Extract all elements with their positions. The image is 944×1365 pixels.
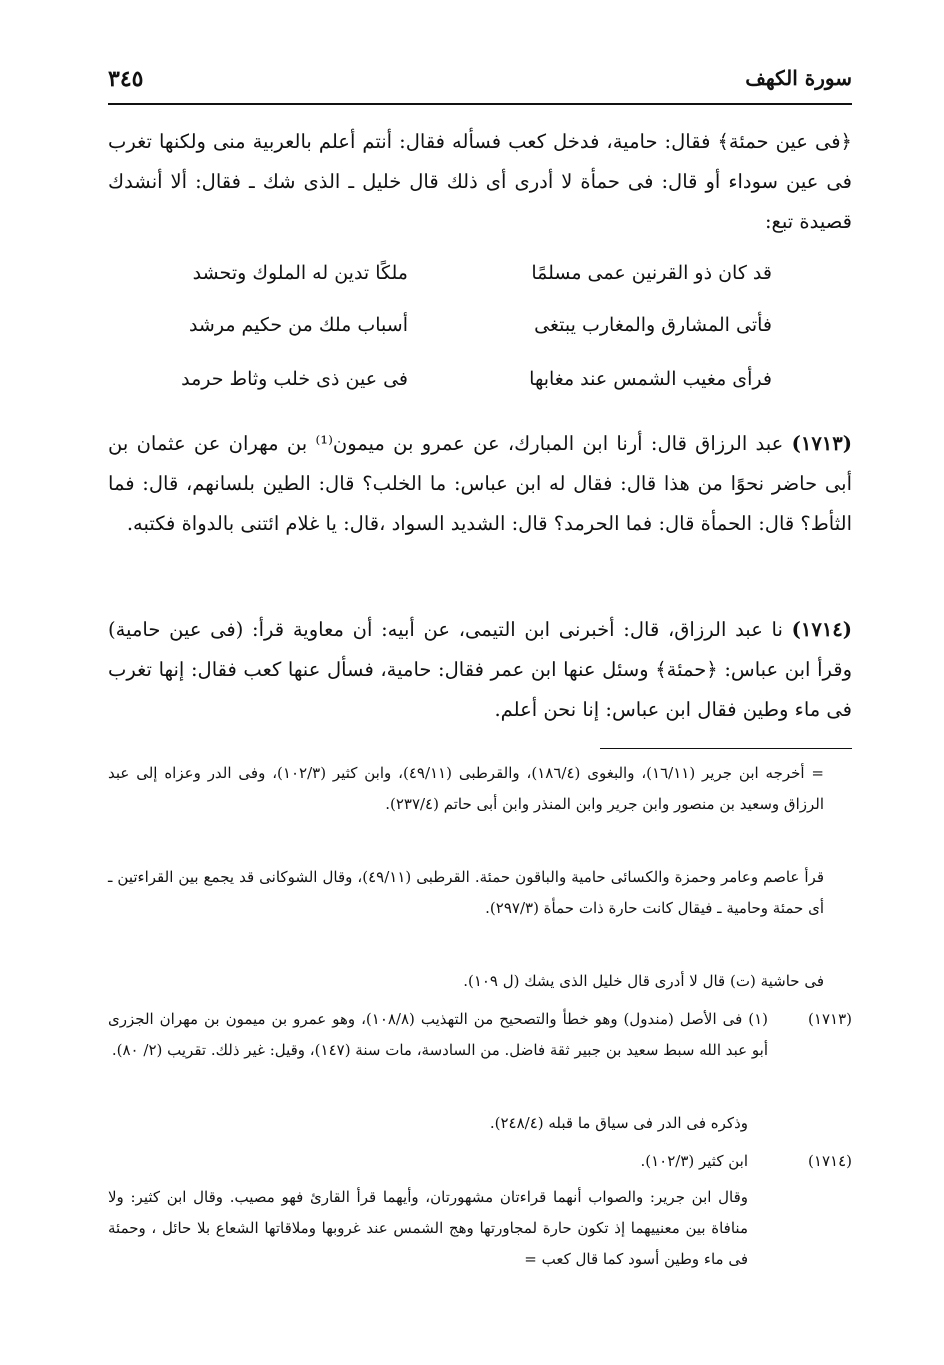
verse-second-hemistich: ملكًا تدين له الملوك وتحشد [192, 262, 408, 284]
footnote-1714: ابن كثير (١٠٢/٣). [640, 1152, 748, 1170]
page-header [108, 66, 852, 102]
hadith-number: (١٧١٤) [791, 618, 853, 641]
footnote-readings: قرأ عاصم وعامر وحمزة والكسائى حامية والباقون حمئة. القرطبى (٤٩/١١)، وقال الشوكانى قد يجمع بين القراءتين ـ أى حمئة وحامية ـ فيقال كانت حارة ذات حمأة (٢٩٧/٣). [108, 868, 824, 917]
page-number: ٣٤٥ [108, 66, 144, 92]
footnote-commentary: وقال ابن جرير: والصواب أنهما قراءتان مشهورتان، وأيهما قرأ القارئ فهو مصيب. وقال ابن كثير: ولا منافاة بين معنييهما إذ تكون حارة لمجاورتها وهج الشمس عند غروبها وملاقاتها الشعاع بلا حائل ، وحمئة فى ماء وطين أسود كما قال كعب = [108, 1188, 748, 1268]
footnote-1713-extra: وذكره فى الدر فى سياق ما قبله (٢٤٨/٤). [489, 1114, 748, 1132]
footnote-separator [600, 748, 852, 749]
hadith-text: نا عبد الرزاق، قال: أخبرنى ابن التيمى، عن أبيه: أن معاوية قرأ: (فى عين حامية) وقرأ ابن عباس: ﴿حمئة﴾ وسئل عنها ابن عمر فقال: حامية، فسأل عنها كعب فقال: إنها تغرب فى ماء وطين فقال ابن عباس: إنا نحن أعلم. [108, 618, 852, 721]
verse-first-hemistich: فرأى مغيب الشمس عند مغابها [529, 368, 772, 390]
footnote-label-1714: (١٧١٤) [808, 1152, 852, 1170]
poem [108, 262, 852, 412]
hadith-1713 [108, 424, 852, 544]
hadith-text: عبد الرزاق قال: أرنا ابن المبارك، عن عمرو بن ميمون⁽¹⁾ بن مهران عن عثمان بن أبى حاضر نحوًا من هذا قال: فقال له ابن عباس: ما الخلب؟ قال: الطين بلسانهم، قال: فما الثأط؟ قال: الحمأة قال: فما الحرمد؟ قال: الشديد السواد ،قال: يا غلام ائتنى بالدواة فكتبه. [108, 432, 852, 535]
footnote-continuation: = أخرجه ابن جرير (١٦/١١)، والبغوى (١٨٦/٤)، والقرطبى (٤٩/١١)، وابن كثير (١٠٢/٣)، وفى الدر وعزاه إلى عبد الرزاق وسعيد بن منصور وابن جرير وابن المنذر وابن أبى حاتم (٢٣٧/٤). [108, 764, 824, 813]
verse-first-hemistich: قد كان ذو القرنين عمى مسلمًا [531, 262, 772, 284]
opening-paragraph: ﴿فى عين حمئة﴾ فقال: حامية، فدخل كعب فسأله فقال: أنتم أعلم بالعربية منى ولكنها تغرب فى عين سوداء أو قال: فى حمأة لا أدرى أى ذلك قال خليل ـ الذى شك ـ فقال: ألا أنشدك قصيدة تبع: [108, 130, 852, 233]
footnote-marginal-note: فى حاشية (ت) قال لا أدرى قال خليل الذى يشك (ل ١٠٩). [463, 972, 824, 990]
surah-title: سورة الكهف [745, 66, 852, 90]
footnote-1713: (١) فى الأصل (مندول) وهو خطأ والتصحيح من التهذيب (١٠٨/٨)، وهو عمرو بن ميمون بن مهران الجزرى أبو عبد الله سبط سعيد بن جبير ثقة فاضل. من السادسة، مات سنة (١٤٧)، وقيل: غير ذلك. تقريب (٢/ ٨٠). [108, 1010, 768, 1059]
poem-verse [108, 314, 852, 354]
hadith-number: (١٧١٣) [791, 432, 852, 455]
header-rule [108, 103, 852, 105]
verse-second-hemistich: فى عين ذى خلب وثاط حرمد [181, 368, 408, 390]
footnote-label-1713: (١٧١٣) [808, 1010, 852, 1028]
hadith-1714 [108, 610, 852, 730]
verse-first-hemistich: فأتى المشارق والمغارب يبتغى [534, 314, 772, 336]
verse-second-hemistich: أسباب ملك من حكيم مرشد [188, 314, 408, 336]
poem-verse [108, 368, 852, 408]
poem-verse [108, 262, 852, 302]
